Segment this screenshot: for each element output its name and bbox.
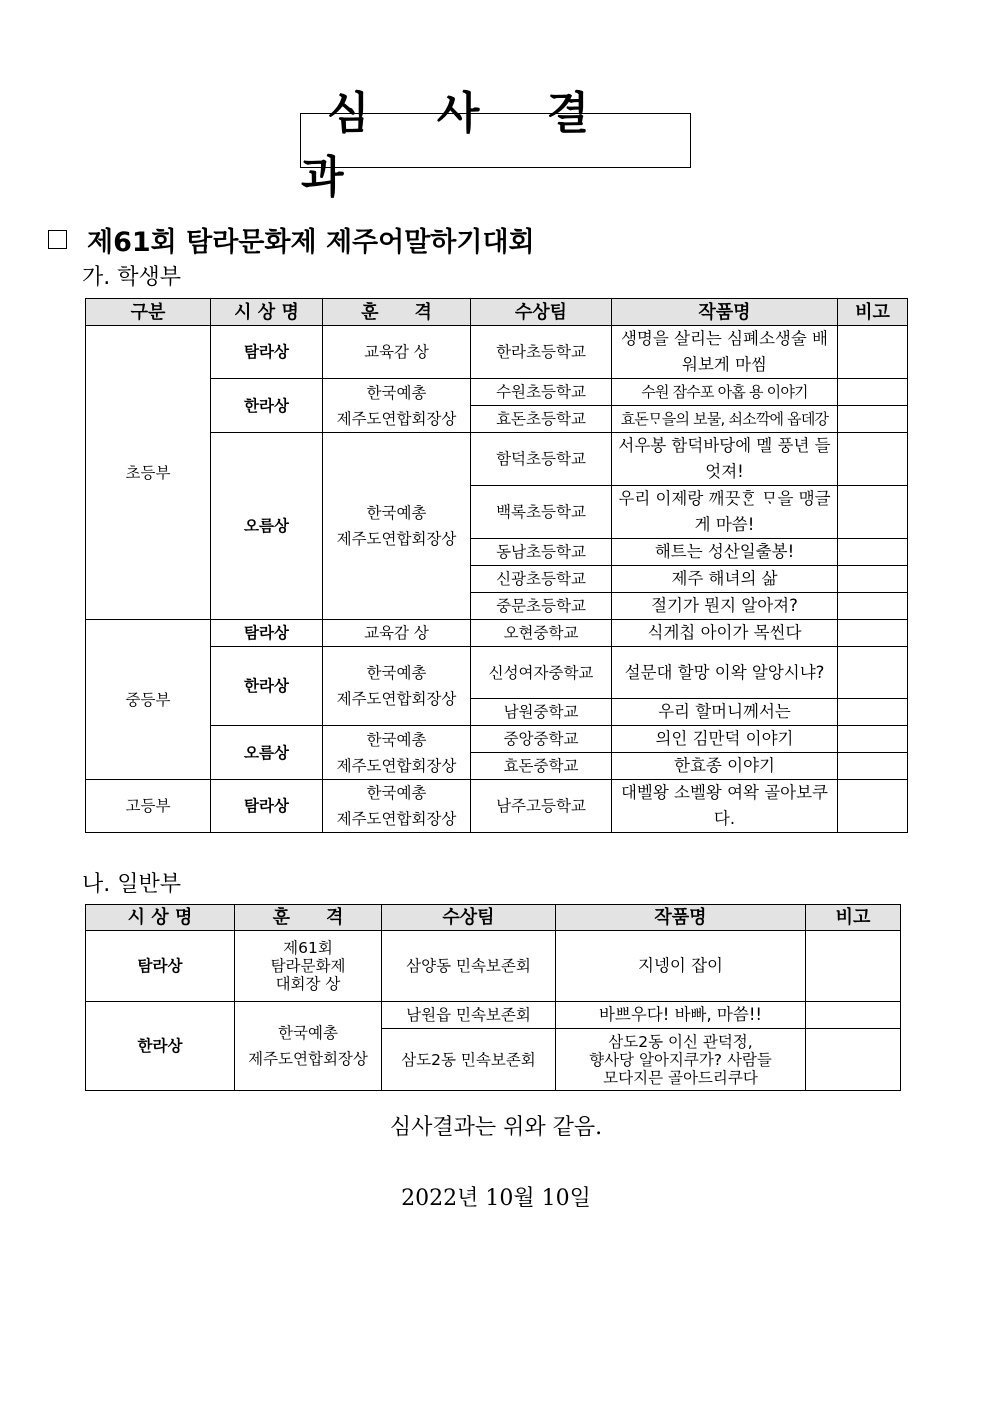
page-title: 심 사 결 과 xyxy=(300,113,691,168)
team-cell: 중문초등학교 xyxy=(471,593,612,620)
award-cell: 한라상 xyxy=(211,379,323,433)
team-cell: 함덕초등학교 xyxy=(471,433,612,486)
team-cell: 남주고등학교 xyxy=(471,780,612,833)
work-cell: 우리 할머니께서는 xyxy=(612,699,838,726)
header-award: 시 상 명 xyxy=(211,299,323,326)
award-cell: 한라상 xyxy=(211,647,323,726)
team-cell: 중앙중학교 xyxy=(471,726,612,753)
note-cell xyxy=(838,566,908,593)
honor-line: 제주도연합회장상 xyxy=(336,409,457,428)
document-date: 2022년 10월 10일 xyxy=(401,1186,591,1211)
honor-cell xyxy=(323,780,471,833)
award-cell: 탐라상 xyxy=(211,620,323,647)
work-cell: 해트는 성산일출봉! xyxy=(612,539,838,566)
note-cell xyxy=(806,1029,901,1091)
table-row xyxy=(86,931,901,1002)
team-cell: 삼양동 민속보존회 xyxy=(382,931,556,1002)
honor-cell xyxy=(323,726,471,780)
note-cell xyxy=(806,931,901,1002)
note-cell xyxy=(838,726,908,753)
honor-cell: 교육감 상 xyxy=(323,620,471,647)
work-cell: 제주 해녀의 삶 xyxy=(612,566,838,593)
student-results-table xyxy=(85,298,908,833)
table-row xyxy=(86,620,908,647)
checkbox-icon xyxy=(48,230,67,249)
note-cell xyxy=(806,1002,901,1029)
division-cell: 초등부 xyxy=(86,326,211,620)
table-row xyxy=(86,780,908,833)
honor-line: 한국예총 xyxy=(366,784,427,802)
honor-cell xyxy=(323,647,471,726)
work-cell: 대벨왕 소벨왕 여왁 골아보쿠다. xyxy=(612,780,838,833)
team-cell: 남원읍 민속보존회 xyxy=(382,1002,556,1029)
team-cell: 한라초등학교 xyxy=(471,326,612,379)
note-cell xyxy=(838,647,908,699)
honor-cell xyxy=(235,1002,382,1091)
honor-line: 한국예총 xyxy=(366,664,427,682)
work-cell: 생명을 살리는 심폐소생술 배워보게 마씸 xyxy=(612,326,838,379)
header-team: 수상팀 xyxy=(471,299,612,326)
work-cell: 식게칩 아이가 목씬다 xyxy=(612,620,838,647)
honor-line: 한국예총 xyxy=(366,730,427,749)
work-cell: 서우봉 함덕바당에 멜 풍년 들엇져! xyxy=(612,433,838,486)
table-header-row xyxy=(86,905,901,931)
student-division-heading: 가. 학생부 xyxy=(82,265,181,290)
general-results-table xyxy=(85,904,901,1091)
work-line: 삼도2동 이신 관덕정, xyxy=(608,1032,753,1051)
header-honor: 훈 격 xyxy=(235,905,382,931)
note-cell xyxy=(838,620,908,647)
team-cell: 신광초등학교 xyxy=(471,566,612,593)
honor-line: 한국예총 xyxy=(278,1024,338,1042)
table-header-row xyxy=(86,299,908,326)
honor-line: 제주도연합회장상 xyxy=(336,530,457,548)
award-cell: 탐라상 xyxy=(86,931,235,1002)
work-cell: 우리 이제랑 깨끗ᄒᆞᆫ ᄆᆞ을 맹글게 마씀! xyxy=(612,486,838,539)
team-cell: 수원초등학교 xyxy=(471,379,612,406)
work-cell: 한효종 이야기 xyxy=(612,753,838,780)
header-team: 수상팀 xyxy=(382,905,556,931)
general-division-heading: 나. 일반부 xyxy=(82,872,181,897)
honor-cell: 교육감 상 xyxy=(323,326,471,379)
work-line: 모다지믄 골아드리쿠다 xyxy=(603,1068,758,1087)
note-cell xyxy=(838,406,908,433)
section-heading-text: 제61회 탐라문화제 제주어말하기대회 xyxy=(87,227,535,258)
note-cell xyxy=(838,780,908,833)
team-cell: 동남초등학교 xyxy=(471,539,612,566)
team-cell: 효돈중학교 xyxy=(471,753,612,780)
division-cell: 고등부 xyxy=(86,780,211,833)
header-honor: 훈 격 xyxy=(323,299,471,326)
team-cell: 오현중학교 xyxy=(471,620,612,647)
team-cell: 효돈초등학교 xyxy=(471,406,612,433)
note-cell xyxy=(838,433,908,486)
honor-line: 제주도연합회장상 xyxy=(336,690,457,708)
honor-cell xyxy=(323,379,471,433)
table-row xyxy=(86,1002,901,1029)
honor-line: 대회장 상 xyxy=(275,975,341,993)
honor-cell xyxy=(235,931,382,1002)
honor-line: 한국예총 xyxy=(366,504,427,522)
team-cell: 백록초등학교 xyxy=(471,486,612,539)
work-cell: 바쁘우다! 바빠, 마씀!! xyxy=(556,1002,806,1029)
work-line: 향사당 알아지쿠가? 사람들 xyxy=(589,1050,772,1069)
work-cell: 수원 잠수포 아홉 용 이야기 xyxy=(612,379,838,406)
note-cell xyxy=(838,699,908,726)
table-row xyxy=(86,326,908,379)
closing-statement: 심사결과는 위와 같음. xyxy=(389,1115,603,1140)
header-work: 작품명 xyxy=(612,299,838,326)
award-cell: 탐라상 xyxy=(211,780,323,833)
note-cell xyxy=(838,379,908,406)
header-award: 시 상 명 xyxy=(86,905,235,931)
honor-line: 탐라문화제 xyxy=(270,957,346,975)
note-cell xyxy=(838,753,908,780)
award-cell: 한라상 xyxy=(86,1002,235,1091)
work-cell: 지넹이 잡이 xyxy=(556,931,806,1002)
award-cell: 오름상 xyxy=(211,726,323,780)
team-cell: 남원중학교 xyxy=(471,699,612,726)
work-cell xyxy=(556,1029,806,1091)
header-note: 비고 xyxy=(806,905,901,931)
honor-cell xyxy=(323,433,471,620)
note-cell xyxy=(838,486,908,539)
header-division: 구분 xyxy=(86,299,211,326)
work-cell: 의인 김만덕 이야기 xyxy=(612,726,838,753)
honor-line: 제주도연합회장상 xyxy=(248,1050,368,1068)
work-cell: 설문대 할망 이왁 알앙시냐? xyxy=(612,647,838,699)
team-cell: 삼도2동 민속보존회 xyxy=(382,1029,556,1091)
honor-line: 제주도연합회장상 xyxy=(336,810,457,828)
honor-line: 제주도연합회장상 xyxy=(336,756,457,775)
section-heading xyxy=(48,220,535,259)
note-cell xyxy=(838,539,908,566)
award-cell: 탐라상 xyxy=(211,326,323,379)
work-cell: 효돈ᄆᆞ을의 보물, 쇠소깍에 옵데강 xyxy=(612,406,838,433)
note-cell xyxy=(838,593,908,620)
award-cell: 오름상 xyxy=(211,433,323,620)
note-cell xyxy=(838,326,908,379)
division-cell: 중등부 xyxy=(86,620,211,780)
honor-line: 한국예총 xyxy=(366,383,427,402)
honor-line: 제61회 xyxy=(283,939,333,957)
header-work: 작품명 xyxy=(556,905,806,931)
work-cell: 절기가 뭔지 알아져? xyxy=(612,593,838,620)
team-cell: 신성여자중학교 xyxy=(471,647,612,699)
header-note: 비고 xyxy=(838,299,908,326)
